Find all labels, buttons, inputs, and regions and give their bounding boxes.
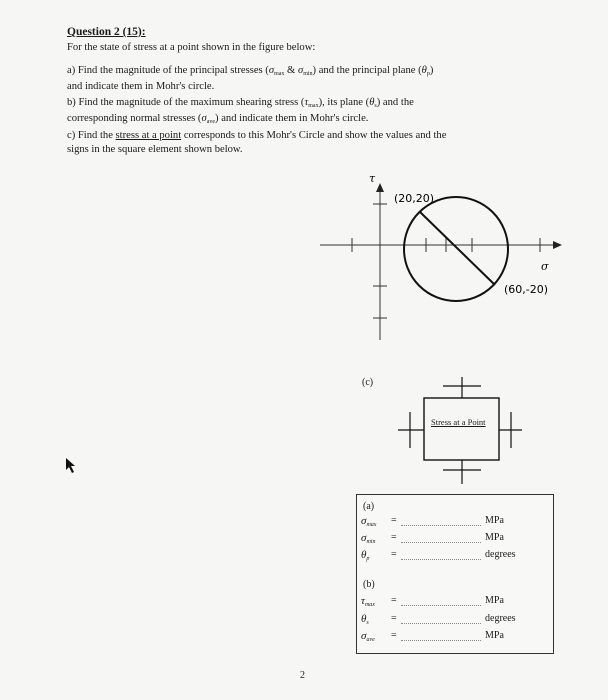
answer-box	[356, 494, 554, 654]
tau-axis-label: τ	[369, 172, 376, 185]
stress-element-square	[424, 398, 499, 460]
equals-sign: =	[391, 549, 397, 560]
equals-sign: =	[391, 630, 397, 641]
part-a-line-2: and indicate them in Mohr's circle.	[67, 81, 215, 92]
theta-s-unit: degrees	[485, 613, 516, 624]
part-c-line-2: signs in the square element shown below.	[67, 144, 243, 155]
sigma-ave-unit: MPa	[485, 630, 504, 641]
equals-sign: =	[391, 532, 397, 543]
tau-axis-arrow	[376, 183, 384, 192]
part-b-line-2: corresponding normal stresses $(\sigma_{ave})$ and indicate them in Mohr's circle.	[67, 113, 369, 125]
question-intro: For the state of stress at a point shown in the figure below:	[67, 42, 316, 53]
sigma-max-symbol: $\sigma_{max}$	[361, 515, 377, 528]
mouse-cursor-icon	[66, 458, 75, 473]
part-a-line-1: a) Find the magnitude of the principal stresses ($\sigma_{max}$ & $\sigma_{min}$) and the principal plane $(\theta_p)$	[67, 65, 434, 77]
tau-max-symbol: $\tau_{max}$	[361, 595, 375, 608]
equals-sign: =	[391, 595, 397, 606]
sigma-max-unit: MPa	[485, 515, 504, 526]
element-caption: (c)	[362, 377, 374, 388]
part-b-line-1: b) Find the magnitude of the maximum shearing stress $(\tau_{max})$, its plane $(\theta_s)$ and the	[67, 97, 414, 109]
answer-part-b-label: (b)	[363, 579, 375, 590]
page-number: 2	[300, 670, 305, 681]
sigma-axis-arrow	[553, 241, 562, 249]
part-c-line-1: c) Find the stress at a point corresponds to this Mohr's Circle and show the values and the	[67, 130, 447, 141]
theta-s-answer-line[interactable]	[401, 614, 481, 624]
sigma-axis-label: σ	[541, 260, 549, 273]
question-title: Question 2 (15):	[67, 26, 146, 38]
theta-p-answer-line[interactable]	[401, 550, 481, 560]
sigma-min-unit: MPa	[485, 532, 504, 543]
mohr-diameter	[420, 212, 495, 285]
theta-s-symbol: $\theta_s$	[361, 613, 369, 626]
sigma-ave-answer-line[interactable]	[401, 631, 481, 641]
sigma-min-answer-line[interactable]	[401, 533, 481, 543]
equals-sign: =	[391, 613, 397, 624]
sigma-ave-symbol: $\sigma_{ave}$	[361, 630, 375, 643]
point-60-neg20-label: (60,-20)	[504, 283, 549, 296]
tau-max-answer-line[interactable]	[401, 596, 481, 606]
theta-p-symbol: $\theta_p$	[361, 549, 370, 562]
sigma-max-answer-line[interactable]	[401, 516, 481, 526]
point-20-20-label: (20,20)	[394, 192, 435, 205]
equals-sign: =	[391, 515, 397, 526]
stress-at-point-label: Stress at a Point	[431, 417, 486, 427]
answer-part-a-label: (a)	[363, 501, 375, 512]
tau-max-unit: MPa	[485, 595, 504, 606]
theta-p-unit: degrees	[485, 549, 516, 560]
sigma-min-symbol: $\sigma_{min}$	[361, 532, 376, 545]
